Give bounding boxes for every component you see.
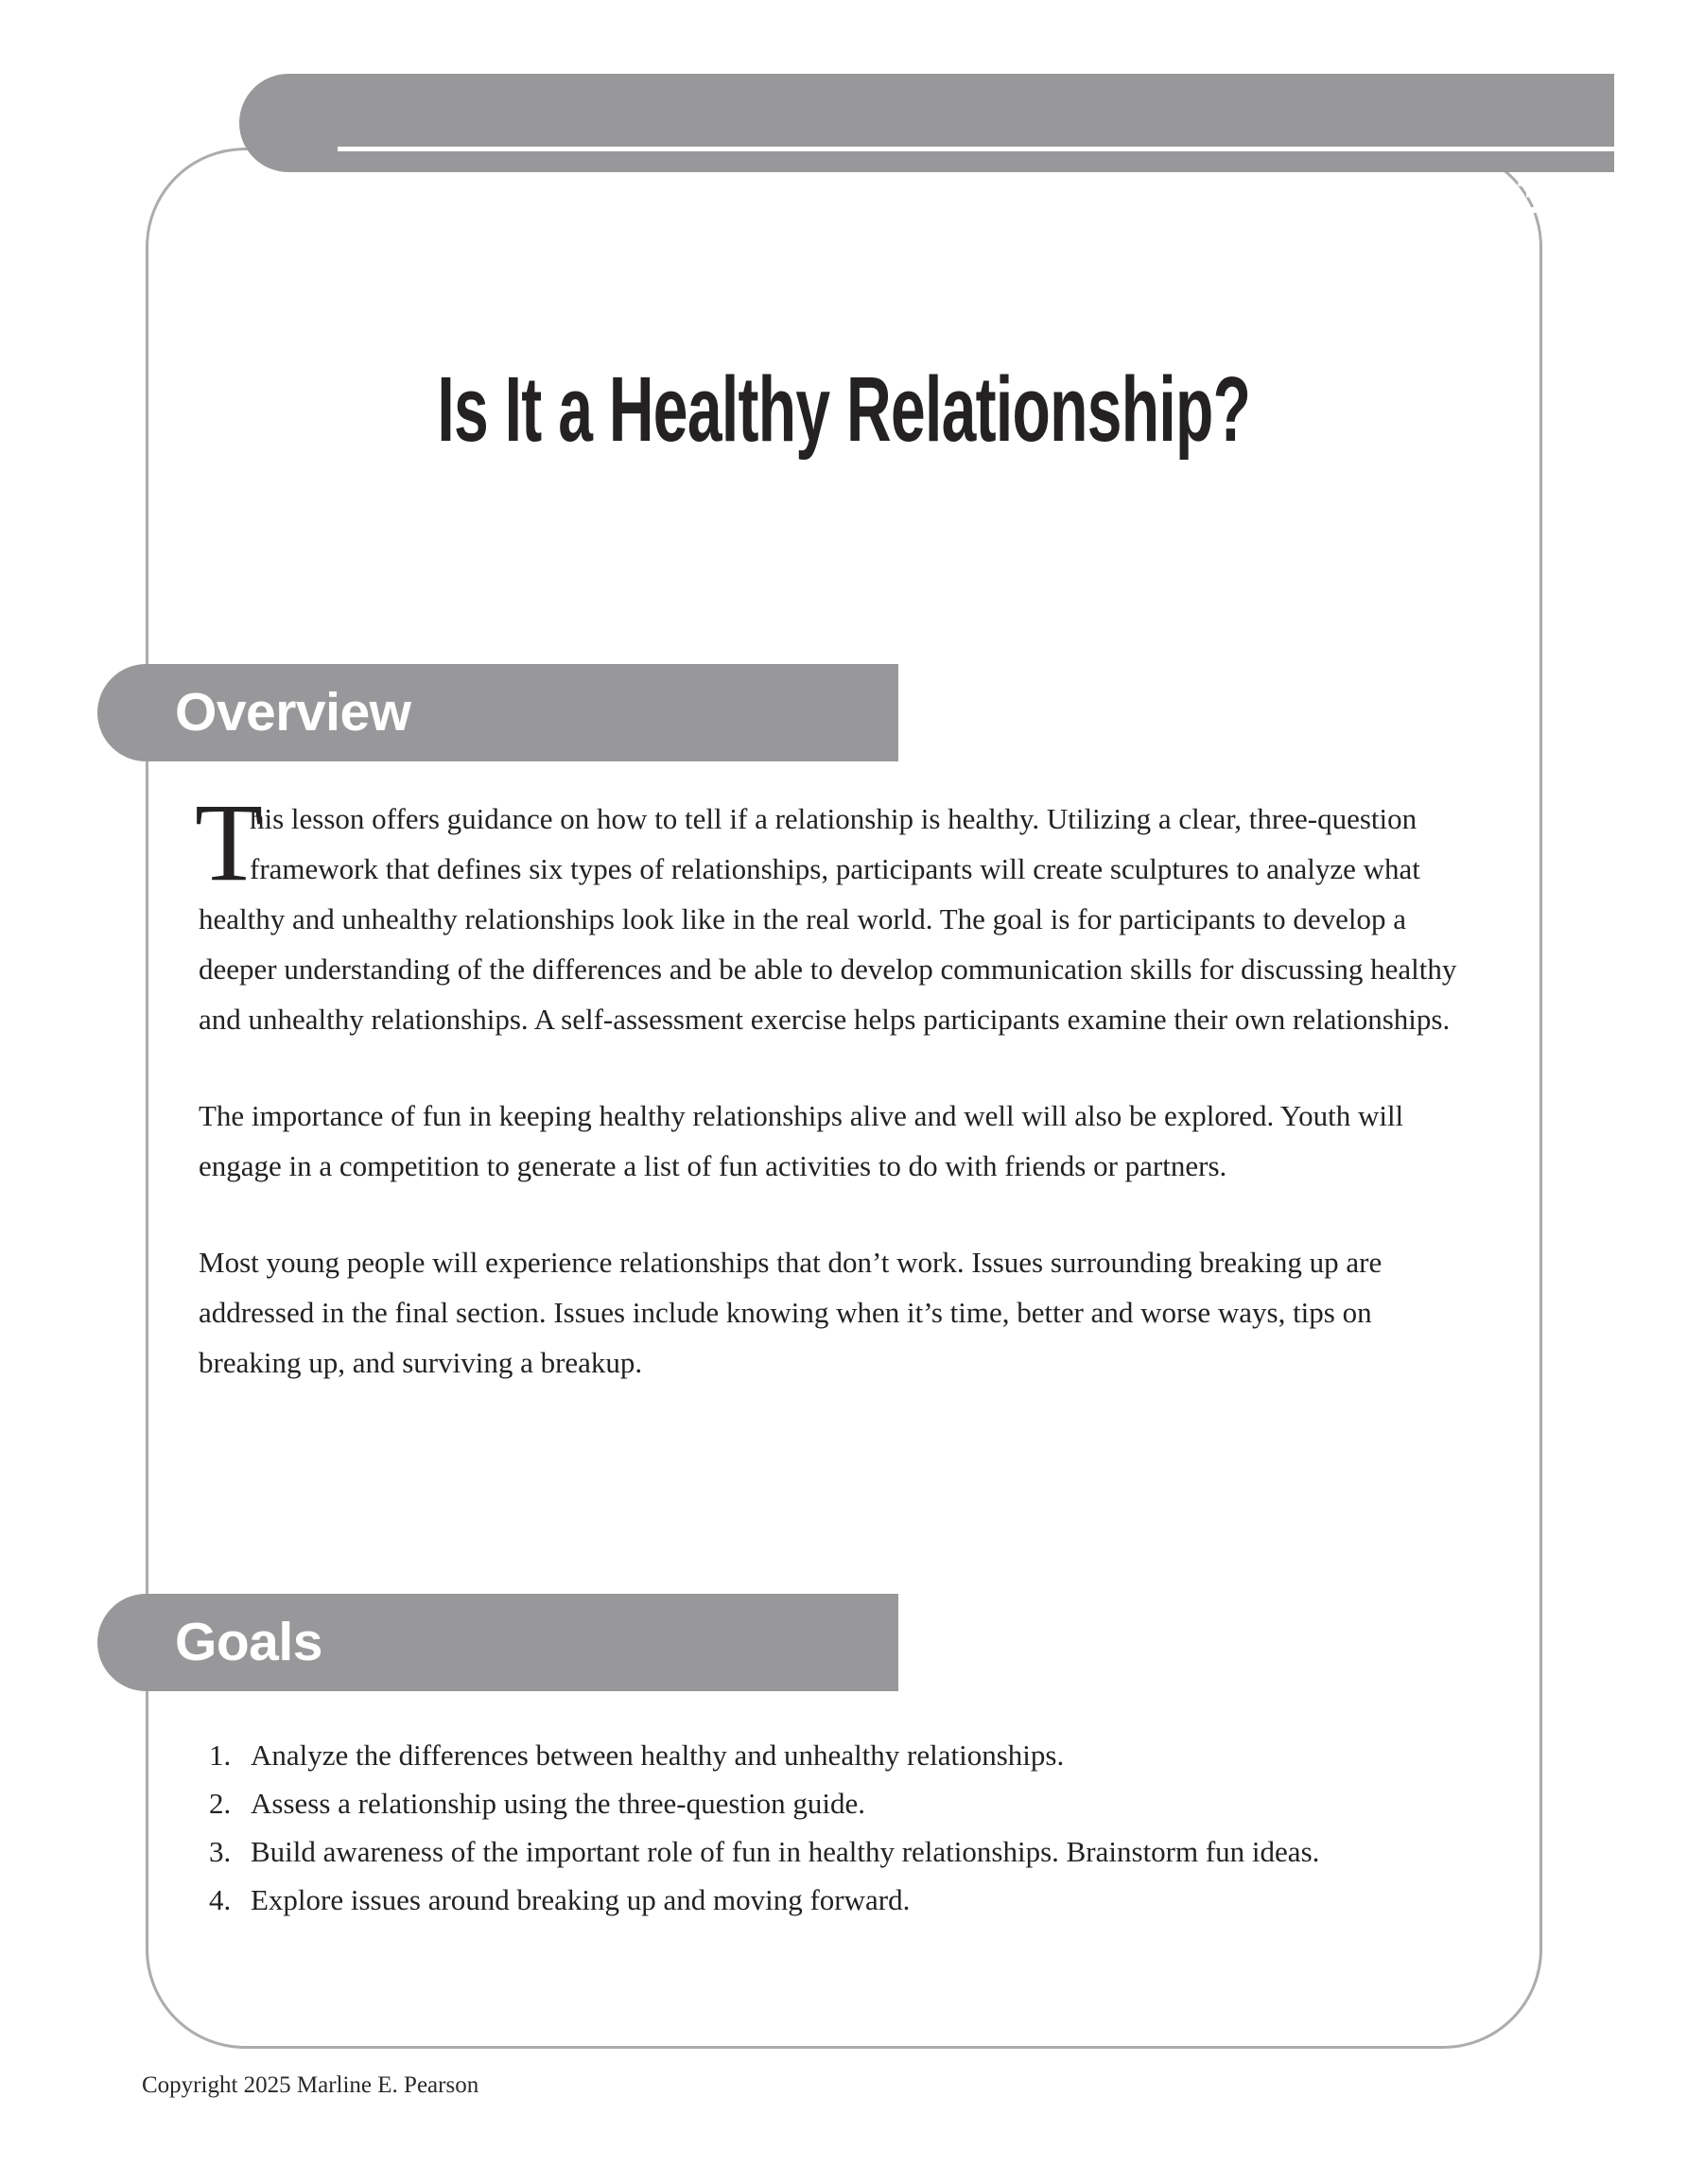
goal-item (209, 1731, 1435, 1779)
goal-text: Build awareness of the important role of fun in healthy relationships. Brainstorm fun ideas. (251, 1835, 1320, 1868)
goal-text: Assess a relationship using the three-question guide. (251, 1787, 866, 1820)
overview-paragraph-3: Most young people will experience relationships that don’t work. Issues surrounding breaking up are addressed in the final section. Issues include knowing when it’s time, better and worse ways, tips on breaking up, and surviving a breakup. (199, 1246, 1383, 1379)
dropcap-letter: T (195, 780, 264, 904)
goal-text: Explore issues around breaking up and moving forward. (251, 1883, 911, 1916)
page-title (146, 358, 1542, 461)
overview-body (199, 794, 1477, 1388)
goal-item (209, 1779, 1435, 1827)
page-number: 113 (1461, 165, 1544, 224)
goals-heading: Goals (175, 1612, 322, 1672)
overview-section-bar (97, 664, 898, 761)
goal-number: 3. (209, 1835, 232, 1868)
goal-number: 1. (209, 1738, 232, 1772)
goal-text: Analyze the differences between healthy and unhealthy relationships. (251, 1738, 1065, 1772)
overview-paragraph-1-text: his lesson offers guidance on how to tell if a relationship is healthy. Utilizing a clear, three-question framework that defines six types of relationships, participants will create sculptures to analyze what healthy and unhealthy relationships look like in the real world. The goal is for participants to develop a deeper understanding of the differences and be able to develop communication skills for discussing healthy and unhealthy relationships. A self-assessment exercise helps participants examine their own relationships. (199, 802, 1457, 1036)
lesson-header-bar (239, 74, 1614, 224)
goal-number: 4. (209, 1883, 232, 1916)
page-title-text: Is It a Healthy Relationship? (437, 358, 1251, 461)
overview-paragraph-1 (199, 794, 1477, 1044)
lesson-label: Lesson 6 (345, 165, 567, 224)
goal-item (209, 1827, 1435, 1876)
lesson-underline (338, 147, 1614, 151)
copyright-notice: Copyright 2025 Marline E. Pearson (142, 2072, 479, 2098)
goal-number: 2. (209, 1787, 232, 1820)
overview-heading: Overview (175, 682, 411, 743)
goals-list (209, 1731, 1435, 1924)
goals-section-bar (97, 1594, 898, 1691)
dropcap-spacer (199, 794, 250, 894)
overview-paragraph-2: The importance of fun in keeping healthy relationships alive and well will also be explored. Youth will engage in a competition to generate a list of fun activities to do with friends or partners. (199, 1099, 1404, 1182)
goal-item (209, 1876, 1435, 1924)
